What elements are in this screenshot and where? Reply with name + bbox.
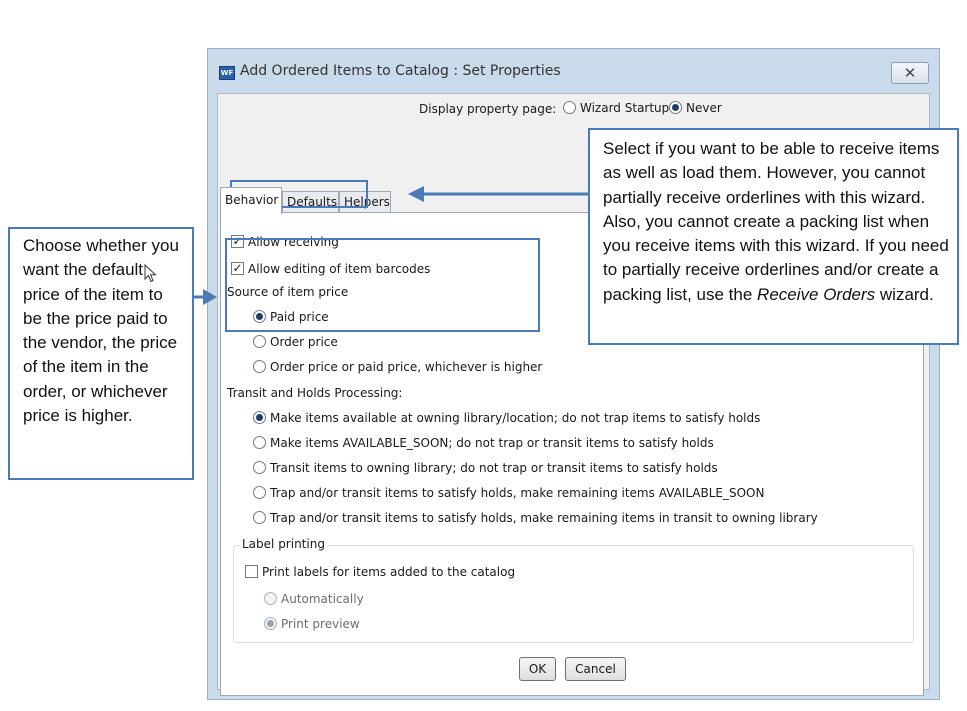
radio-transit-option-1[interactable] [253, 410, 760, 425]
radio-transit-option-1-label: Make items available at owning library/location; do not trap items to satisfy holds [270, 410, 761, 425]
radio-whichever-higher-label: Order price or paid price, whichever is higher [270, 359, 543, 374]
tab-helpers[interactable]: Helpers [339, 191, 391, 213]
label-printing-group [233, 537, 914, 643]
cancel-button[interactable]: Cancel [565, 657, 626, 681]
radio-transit-option-5-indicator[interactable] [253, 511, 266, 524]
print-labels-check[interactable] [245, 565, 258, 578]
receiving-callout-text-end: wizard. [879, 284, 934, 304]
radio-never[interactable] [669, 100, 722, 115]
allow-receiving-check[interactable]: ✓ [232, 234, 243, 248]
radio-transit-option-5[interactable] [253, 510, 818, 525]
source-of-price-label: Source of item price [227, 285, 349, 299]
dialog-titlebar[interactable] [208, 49, 939, 93]
radio-never-label: Never [686, 100, 722, 115]
radio-transit-option-4[interactable] [253, 485, 764, 500]
display-property-label: Display property page: [419, 102, 557, 116]
receiving-callout [588, 128, 959, 345]
price-callout-text: Choose whether you want the default price of the item to be the price paid to the vendor, the price of the item in the order, or whichever price is higher. [23, 236, 179, 426]
ok-button[interactable]: OK [519, 657, 556, 681]
close-icon[interactable]: ✕ [891, 62, 929, 84]
radio-transit-option-2-label: Make items AVAILABLE_SOON; do not trap or transit items to satisfy holds [270, 435, 714, 450]
radio-order-price[interactable] [253, 334, 338, 349]
radio-automatically-label: Automatically [281, 591, 364, 606]
radio-transit-option-4-label: Trap and/or transit items to satisfy holds, make remaining items AVAILABLE_SOON [270, 485, 765, 500]
mouse-pointer-icon [144, 264, 158, 284]
radio-wizard-startup[interactable] [563, 100, 669, 115]
radio-order-price-label: Order price [270, 334, 338, 349]
dialog-title: Add Ordered Items to Catalog : Set Properties [240, 63, 561, 79]
radio-transit-option-5-label: Trap and/or transit items to satisfy holds, make remaining items in transit to owning library [270, 510, 818, 525]
allow-receiving-label: Allow receiving [248, 234, 339, 249]
allow-editing-barcodes-check[interactable]: ✓ [232, 261, 243, 275]
source-of-price-highlight [225, 238, 540, 332]
transit-holds-label: Transit and Holds Processing: [227, 386, 403, 400]
tab-defaults[interactable]: Defaults [282, 191, 339, 213]
radio-transit-option-1-indicator[interactable] [253, 411, 266, 424]
radio-print-preview-label: Print preview [281, 616, 360, 631]
radio-transit-option-3[interactable] [253, 460, 718, 475]
radio-whichever-higher-indicator[interactable] [253, 360, 266, 373]
app-icon: WF [219, 66, 235, 80]
radio-automatically [264, 591, 364, 606]
print-labels-checkbox[interactable] [245, 564, 515, 579]
label-printing-title: Label printing [242, 537, 325, 551]
allow-editing-barcodes-label: Allow editing of item barcodes [248, 261, 431, 276]
radio-whichever-higher[interactable] [253, 359, 542, 374]
radio-transit-option-3-label: Transit items to owning library; do not trap or transit items to satisfy holds [270, 460, 718, 475]
radio-transit-option-3-indicator[interactable] [253, 461, 266, 474]
radio-wizard-startup-label: Wizard Startup [580, 100, 670, 115]
radio-print-preview [264, 616, 360, 631]
radio-never-indicator[interactable] [669, 101, 682, 114]
radio-paid-price-label: Paid price [270, 309, 329, 324]
radio-transit-option-2-indicator[interactable] [253, 436, 266, 449]
receiving-callout-text: Select if you want to be able to receive items as well as load them. However, you cannot partially receive orderlines with this wizard. Also, you cannot create a packing list when you receive items with this wizard. If you need to partially receive orderlines and/or create a packing list, use the [603, 139, 949, 304]
radio-wizard-startup-indicator[interactable] [563, 101, 576, 114]
radio-print-preview-indicator [264, 617, 277, 630]
tab-behavior[interactable]: Behavior [220, 187, 282, 214]
price-callout [8, 227, 194, 480]
radio-transit-option-2[interactable] [253, 435, 714, 450]
radio-transit-option-4-indicator[interactable] [253, 486, 266, 499]
radio-automatically-indicator [264, 592, 277, 605]
receiving-callout-emphasis: Receive Orders [757, 284, 876, 304]
radio-order-price-indicator[interactable] [253, 335, 266, 348]
print-labels-label: Print labels for items added to the catalog [262, 564, 516, 579]
